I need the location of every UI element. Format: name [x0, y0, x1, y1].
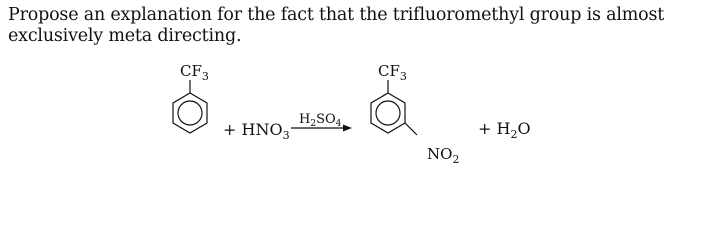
question-text: Propose an explanation for the fact that the trifluoromethyl group is almost exclusively meta directing.: [8, 5, 665, 46]
product-no2-label: $NO_2$: [427, 145, 460, 166]
reagent-hno3-label: + $HNO_3$: [223, 120, 290, 142]
reactant-benzene-ring: [173, 80, 207, 133]
product-benzene-ring: [371, 80, 417, 135]
catalyst-h2so4-label: $H_2SO_4$: [299, 112, 342, 129]
reactant-cf3-label: $CF_3$: [180, 62, 209, 83]
byproduct-water-label: + $H_2O$: [478, 119, 531, 141]
product-cf3-label: $CF_3$: [378, 62, 407, 83]
